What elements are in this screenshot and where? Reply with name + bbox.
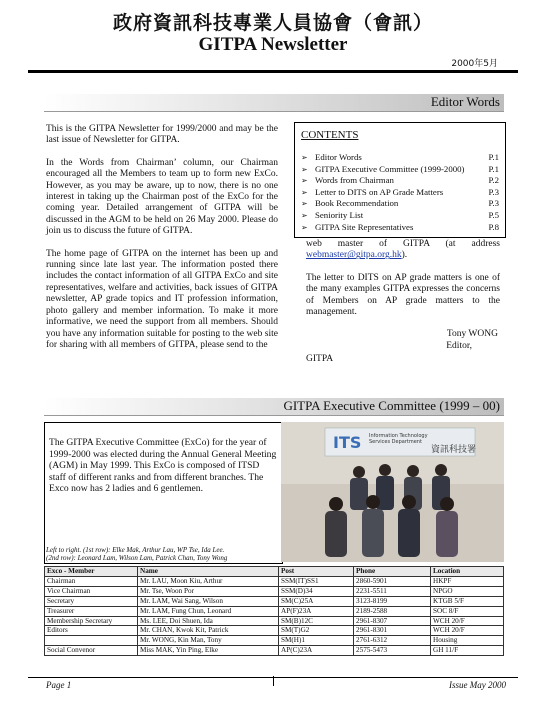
arrow-bullet-icon: ➢ [301,153,308,162]
table-cell: SM(H)1 [279,636,354,646]
table-cell: Mr. CHAN, Kwok Kit, Patrick [138,626,279,636]
exco-intro-text: The GITPA Executive Committee (ExCo) for the year of 1999-2000 was elected during the Annual General Meeting (AGM) in May 1999. This ExCo is composed of ITSD staff of different ranks and from different branches. The Exco now has 2 ladies and 6 gentlemen. [49,437,277,495]
its-sign-chinese: 資訊科技署 [431,445,477,455]
page-number: Page 1 [46,680,72,690]
contents-box [294,122,506,238]
table-cell: Housing [431,636,504,646]
arrow-bullet-icon: ➢ [301,199,308,209]
table-cell: Treasurer [45,606,138,616]
editor-words-heading: Editor Words [430,94,500,109]
arrow-bullet-icon: ➢ [301,222,308,232]
table-cell: 2575-5473 [354,646,431,656]
photo-caption-row2: (2nd row): Leonard Lam, Wilson Lam, Patrick Chan, Tony Wong [46,554,228,563]
table-cell: SOC 8/F [431,606,504,616]
table-cell: Mr. WONG, Kin Man, Tony [138,636,279,646]
contents-item-label: Book Recommendation [315,198,399,209]
column-header: Post [279,567,354,577]
table-row [45,576,504,586]
arrow-bullet-icon: ➢ [301,187,308,197]
contents-item[interactable] [301,164,499,176]
contents-item-page: P.3 [488,186,499,197]
table-cell: Editors [45,626,138,636]
table-row [45,596,504,606]
exco-members-table [44,566,504,656]
table-cell: Chairman [45,576,138,586]
table-cell [45,636,138,646]
issue-label: Issue May 2000 [449,680,506,690]
table-row [45,626,504,636]
issue-date: 2000年5月 [451,59,498,69]
contents-item[interactable] [301,152,499,164]
editor-words-right-column [306,239,500,366]
webmaster-text: web master of GITPA (at address [306,239,500,249]
exco-heading: GITPA Executive Committee (1999 – 00) [283,398,500,413]
arrow-bullet-icon: ➢ [301,164,308,174]
table-cell: Social Convenor [45,646,138,656]
table-cell: GH 11/F [431,646,504,656]
table-cell: SSM(D)34 [279,586,354,596]
editor-paragraph: This is the GITPA Newsletter for 1999/2000 and may be the last issue of Newsletter for GITPA. [46,124,278,146]
its-sign-line2: Services Department [369,439,422,445]
editor-paragraph: In the Words from Chairman’ column, our Chairman encouraged all the Members to team up to form new ExCo. However, as you may be aware, up to now, there is no one interest in taking up the Chairman post of the ExCo for the coming year. Detailed arrangement of GITPA will be discussed in the AGM to be held on 26 May 2000. Please do join us to discuss the future of GITPA. [46,157,278,237]
contents-item-page: P.1 [488,163,499,174]
contents-item-label: GITPA Site Representatives [315,221,414,232]
table-row [45,646,504,656]
table-cell: Ms. LEE, Doi Shuen, Ida [138,616,279,626]
table-cell: 2231-5511 [354,586,431,596]
table-cell: Mr. LAM, Wai Sang, Wilson [138,596,279,606]
dits-letter-paragraph: The letter to DITS on AP grade matters is one of the many examples GITPA expresses the concerns of Members on AP grade matters to the management. [306,272,500,318]
contents-item[interactable] [301,187,499,199]
exco-intro-box [44,422,283,564]
table-row [45,606,504,616]
its-sign-line1: Information Technology [369,433,428,439]
contents-item-page: P.8 [488,221,499,232]
table-cell: SSM(IT)SS1 [279,576,354,586]
exco-group-photo-illustration [281,422,504,562]
editor-paragraph: The home page of GITPA on the internet has been up and running since late last year. The information posted there includes the contact information of all GITPA ExCo and site representatives, welfare and activities, back issues of GITPA newsletter, AP grade topics and IT profession information, photo gallery and member information. To make it more informative, we need the support from all members. Should you have any information suitable for posting to the web site for sharing with all members of GITPA, please send to the [46,248,278,350]
table-cell: HKPF [431,576,504,586]
contents-item-label: Letter to DITS on AP Grade Matters [315,186,444,197]
table-cell: 2761-6312 [354,636,431,646]
webmaster-email-link[interactable]: webmaster@gitpa.org.hk [306,250,402,261]
table-cell: 2860-5901 [354,576,431,586]
newsletter-title-chinese: 政府資訊科技專業人員協會（會訊） [112,12,433,34]
webmaster-text-end: ). [401,250,408,261]
table-cell: AP(F)23A [279,606,354,616]
exco-heading-bar [44,398,504,416]
photo-caption [46,546,227,563]
contents-item-page: P.2 [488,175,499,186]
table-row [45,636,504,646]
contents-item[interactable] [301,198,499,210]
table-cell: SM(B)12C [279,616,354,626]
editor-words-left-column [46,124,278,362]
contents-item[interactable] [301,222,499,234]
table-cell: 2961-8301 [354,626,431,636]
contents-list [301,152,499,233]
signoff-org: GITPA [306,354,334,365]
signoff-name: Tony WONG [446,329,498,340]
table-cell: KTGB 5/F [431,596,504,606]
arrow-bullet-icon: ➢ [301,176,308,186]
table-header-row [45,567,504,577]
contents-item-label: Editor Words [315,152,362,162]
photo-caption-row1: Left to right. (1st row): Elke Mak, Arthur Lau, WP Tse, Ida Lee. [46,546,225,554]
table-row [45,586,504,596]
table-cell: Vice Chairman [45,586,138,596]
signoff-title: Editor, [446,340,472,351]
header-divider [28,70,518,73]
table-cell: Mr. Tse, Woon Por [138,586,279,596]
table-cell: SM(C)25A [279,596,354,606]
table-row [45,616,504,626]
contents-item-page: P.5 [488,209,499,220]
exco-members-table-body [45,576,504,655]
its-logo-text: ITS [333,433,362,452]
table-cell: SM(T)G2 [279,626,354,636]
contents-item-label: Seniority List [315,209,364,220]
contents-item[interactable] [301,175,499,187]
table-cell: Membership Secretary [45,616,138,626]
table-cell: Mr. LAU, Moon Kiu, Arthur [138,576,279,586]
table-cell: 3123-8199 [354,596,431,606]
contents-item[interactable] [301,210,499,222]
column-header: Exco - Member [45,567,138,577]
table-cell: 2961-8307 [354,616,431,626]
column-header: Name [138,567,279,577]
contents-item-label: Words from Chairman [315,175,394,186]
table-cell: 2189-2588 [354,606,431,616]
exco-group-photo [281,422,504,562]
table-cell: Mr. LAM, Fung Chun, Leonard [138,606,279,616]
table-cell: WCH 20/F [431,626,504,636]
contents-item-page: P.1 [488,152,499,162]
table-cell: AP(C)23A [279,646,354,656]
contents-item-page: P.3 [488,198,499,209]
editor-words-heading-bar [44,94,504,112]
contents-title: CONTENTS [301,129,359,141]
table-cell: WCH 20/F [431,616,504,626]
newsletter-title-english: GITPA Newsletter [198,34,348,55]
footer-separator [273,676,274,686]
table-cell: NPGO [431,586,504,596]
table-cell: Miss MAK, Yin Ping, Elke [138,646,279,656]
column-header: Phone [354,567,431,577]
table-cell: Secretary [45,596,138,606]
column-header: Location [431,567,504,577]
contents-item-label: GITPA Executive Committee (1999-2000) [315,163,465,174]
arrow-bullet-icon: ➢ [301,210,308,220]
